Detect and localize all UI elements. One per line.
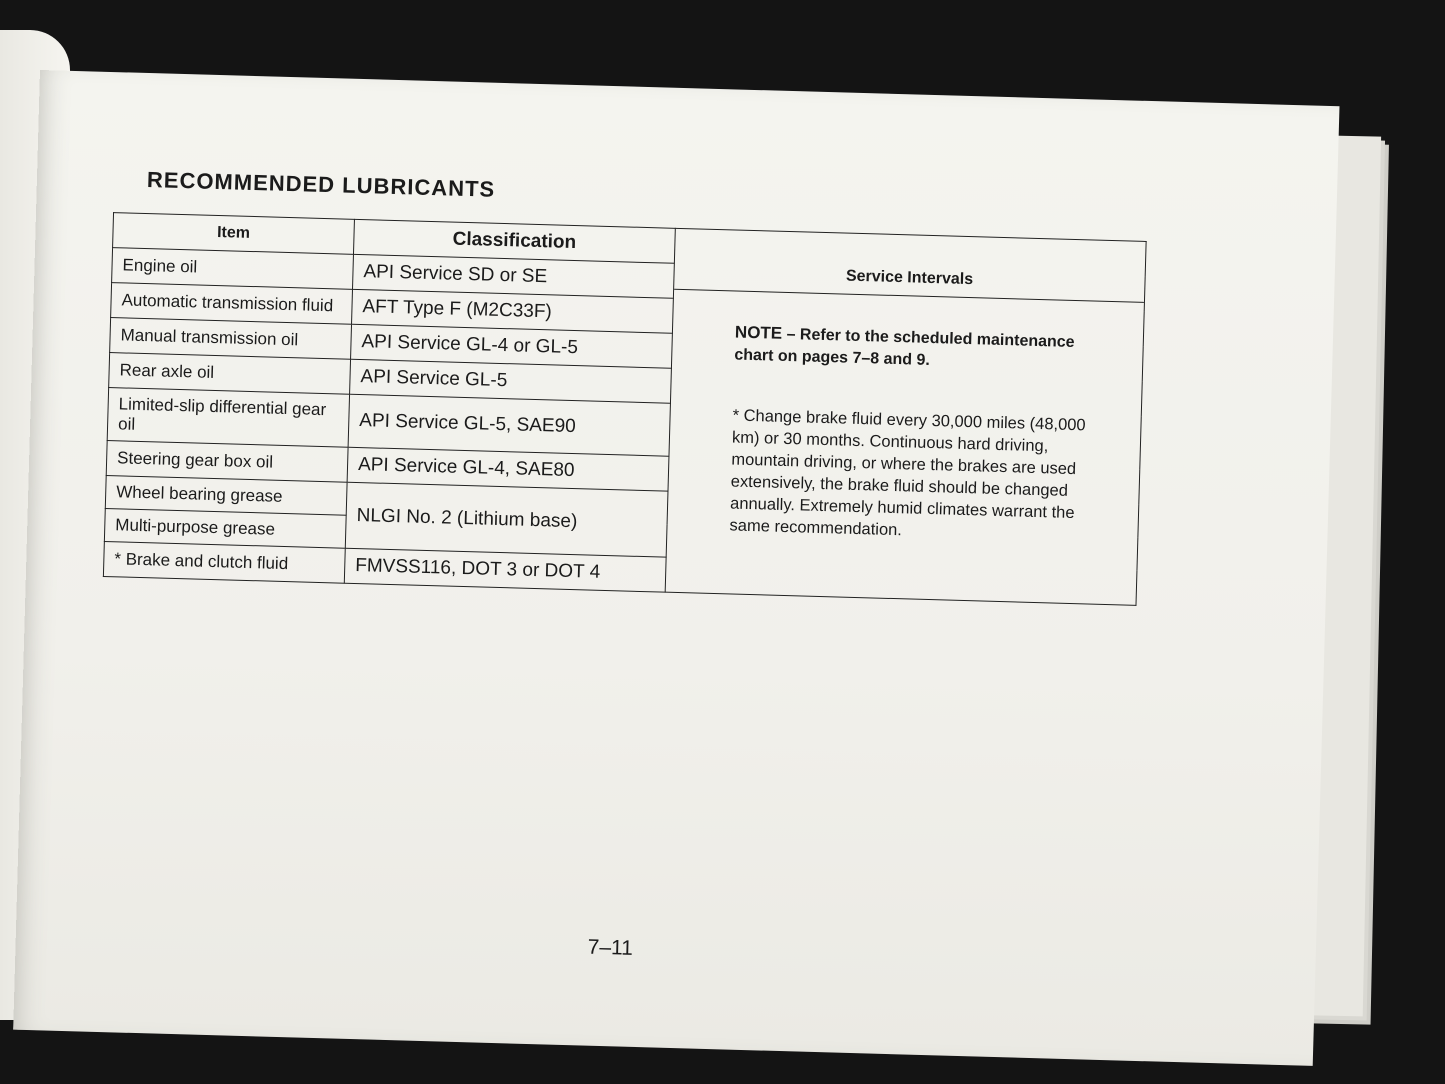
row-item: Multi-purpose grease: [104, 508, 346, 548]
row-classification: API Service GL-5: [350, 359, 672, 403]
row-classification: FMVSS116, DOT 3 or DOT 4: [344, 548, 666, 592]
row-classification: API Service SD or SE: [352, 254, 674, 298]
row-classification: NLGI No. 2 (Lithium base): [345, 482, 668, 557]
row-classification: API Service GL-4 or GL-5: [351, 324, 673, 368]
row-classification: API Service GL-5, SAE90: [348, 394, 670, 456]
row-classification: API Service GL-4, SAE80: [347, 447, 669, 491]
row-item: Engine oil: [112, 248, 354, 290]
page-number: 7–11: [587, 935, 634, 960]
row-item: Limited-slip differential gear oil: [107, 388, 349, 448]
row-item: Steering gear box oil: [106, 441, 348, 483]
brake-fluid-note: * Change brake fluid every 30,000 miles (48,000 km) or 30 months. Continuous hard driving, mountain driving, or where the brakes are used extensively, the brake fluid should be changed annually. Extremely humid climates warrant the same recommendation.: [729, 406, 1086, 540]
row-item: * Brake and clutch fluid: [103, 541, 345, 583]
service-intervals-column: [665, 228, 1146, 605]
row-item: Manual transmission oil: [110, 318, 352, 360]
header-service-intervals: Service Intervals: [674, 229, 1146, 303]
page-title: RECOMMENDED LUBRICANTS: [146, 167, 496, 202]
service-note: [672, 290, 1144, 378]
row-classification: AFT Type F (M2C33F): [352, 289, 674, 333]
note-text: – Refer to the scheduled maintenance chart on pages 7–8 and 9.: [734, 325, 1075, 369]
header-classification: Classification: [353, 219, 675, 263]
header-item: Item: [113, 213, 355, 255]
manual-page: [13, 70, 1339, 1066]
row-item: Rear axle oil: [109, 353, 351, 395]
row-item: Wheel bearing grease: [105, 476, 347, 516]
lubricants-table: [103, 212, 1147, 606]
row-item: Automatic transmission fluid: [111, 283, 353, 325]
note-label: NOTE: [734, 322, 783, 343]
